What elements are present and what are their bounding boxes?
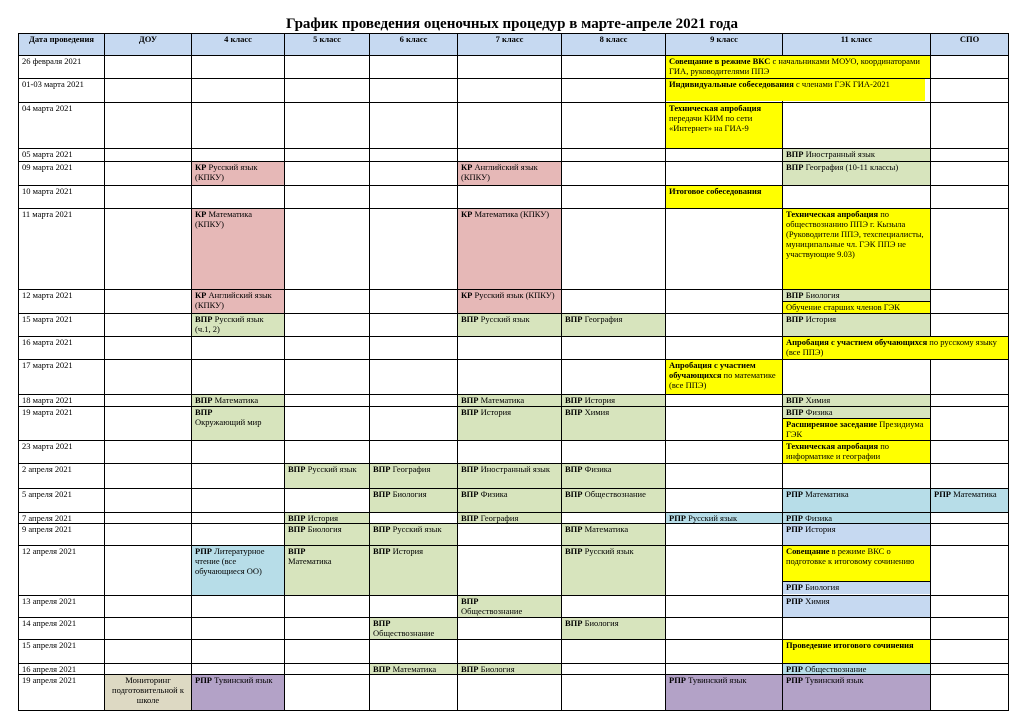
event-cell: ВПР Биология (285, 523, 370, 545)
date-cell: 17 марта 2021 (19, 360, 105, 394)
date-cell: 01-03 марта 2021 (19, 79, 105, 102)
event-cell: ВПР География (562, 313, 666, 336)
header-grade-9: 9 класс (666, 34, 783, 56)
event-cell: ВПР Русский язык (370, 523, 458, 545)
event-cell: КР Математика (КПКУ) (458, 208, 562, 289)
date-cell: 10 марта 2021 (19, 185, 105, 208)
date-cell: 23 марта 2021 (19, 441, 105, 464)
date-cell: 13 апреля 2021 (19, 595, 105, 617)
table-row (19, 464, 1009, 488)
event-cell: ВПР История (783, 313, 931, 336)
event-cell: РПР Русский язык (666, 512, 783, 523)
date-cell: 11 марта 2021 (19, 208, 105, 289)
event-cell: ВПР Химия (783, 394, 931, 406)
date-cell: 9 апреля 2021 (19, 523, 105, 545)
header-row (19, 34, 1009, 56)
date-cell: 12 марта 2021 (19, 289, 105, 313)
event-cell: Индивидуальные собеседования с членами ГЭК ГИА-2021 (666, 79, 783, 102)
event-cell: РПР История (783, 523, 931, 545)
event-cell: ВПР Русский язык (562, 546, 666, 596)
table-row (19, 394, 1009, 406)
event-cell: ВПР Иностранный язык (783, 149, 931, 162)
event-cell: Техническая апробация по обществознанию ППЭ г. Кызыла (Руководители ППЭ, техспециалисты, муниципальные чл. ГЭК ППЭ не участвующие 9.03) (783, 208, 931, 289)
event-cell: Апробация с участием обучающихся по математике (все ППЭ) (666, 360, 783, 394)
date-cell: 14 апреля 2021 (19, 617, 105, 639)
table-row (19, 512, 1009, 523)
event-cell: ВПР Физика (458, 488, 562, 512)
event-cell: ВПР Биология (370, 488, 458, 512)
event-cell: ВПР Биология Обучение старших членов ГЭК (783, 289, 931, 313)
event-cell: ВПР Математика (458, 394, 562, 406)
event-cell: РПР Тувинский язык (666, 675, 783, 711)
table-row (19, 162, 1009, 185)
event-cell: РПР Тувинский язык (192, 675, 285, 711)
event-cell: РПР Тувинский язык (783, 675, 931, 711)
event-cell: ВПР Математика (285, 546, 370, 596)
event-cell: ВПР Окружающий мир (192, 406, 285, 440)
event-cell: Техническая апробация передачи КИМ по сети «Интернет» на ГИА-9 (666, 102, 783, 148)
schedule-table-wrap (18, 33, 1008, 711)
table-row (19, 313, 1009, 336)
event-cell: ВПР Математика (192, 394, 285, 406)
event-cell: ВПР Математика (562, 523, 666, 545)
table-row (19, 56, 1009, 79)
table-row (19, 79, 1009, 102)
header-grade-7: 7 класс (458, 34, 562, 56)
event-cell: Проведение итогового сочинения (783, 640, 931, 664)
event-cell: КР Английский язык (КПКУ) (458, 162, 562, 185)
table-row (19, 488, 1009, 512)
table-row (19, 595, 1009, 617)
schedule-table (18, 33, 1009, 711)
event-cell: ВПР География (370, 464, 458, 488)
event-cell: Итоговое собеседования (666, 185, 783, 208)
event-cell: Апробация с участием обучающихся по русскому языку (все ППЭ) (783, 337, 1009, 360)
table-row (19, 441, 1009, 464)
date-cell: 18 марта 2021 (19, 394, 105, 406)
table-row (19, 664, 1009, 675)
event-cell: ВПР История (370, 546, 458, 596)
table-row (19, 675, 1009, 711)
event-cell: РПР Обществознание (783, 664, 931, 675)
event-cell: КР Русский язык (КПКУ) (458, 289, 562, 313)
date-cell: 04 марта 2021 (19, 102, 105, 148)
event-cell: КР Математика (КПКУ) (192, 208, 285, 289)
table-row (19, 208, 1009, 289)
event-cell: ВПР Биология (562, 617, 666, 639)
header-date: Дата проведения (19, 34, 105, 56)
event-cell: Совещание в режиме ВКС с начальниками МОУО, координаторами ГИА, руководителями ППЭ (666, 56, 931, 79)
date-cell: 09 марта 2021 (19, 162, 105, 185)
event-cell: РПР Математика (931, 488, 1009, 512)
date-cell: 05 марта 2021 (19, 149, 105, 162)
header-spo: СПО (931, 34, 1009, 56)
event-cell: ВПР Математика (370, 664, 458, 675)
event-cell: ВПР Физика (562, 464, 666, 488)
table-row (19, 289, 1009, 313)
event-cell: ВПР Русский язык (285, 464, 370, 488)
table-row (19, 102, 1009, 148)
table-row (19, 546, 1009, 596)
event-cell: ВПР Химия (562, 406, 666, 440)
table-row (19, 523, 1009, 545)
event-cell: РПР Физика (783, 512, 931, 523)
header-grade-11: 11 класс (783, 34, 931, 56)
date-cell: 15 марта 2021 (19, 313, 105, 336)
date-cell: 19 марта 2021 (19, 406, 105, 440)
header-grade-4: 4 класс (192, 34, 285, 56)
event-cell: ВПР Обществознание (458, 595, 562, 617)
table-row (19, 149, 1009, 162)
event-cell: КР Английский язык (КПКУ) (192, 289, 285, 313)
event-cell: Мониторинг подготовительной к школе (105, 675, 192, 711)
date-cell: 7 апреля 2021 (19, 512, 105, 523)
date-cell: 2 апреля 2021 (19, 464, 105, 488)
event-cell: ВПР Русский язык (ч.1, 2) (192, 313, 285, 336)
event-cell: ВПР География (10-11 классы) (783, 162, 931, 185)
date-cell: 26 февраля 2021 (19, 56, 105, 79)
event-cell: ВПР География (458, 512, 562, 523)
page-title: График проведения оценочных процедур в марте-апреле 2021 года (285, 16, 739, 32)
table-row (19, 640, 1009, 664)
date-cell: 16 апреля 2021 (19, 664, 105, 675)
event-cell: РПР Математика (783, 488, 931, 512)
event-cell: Совещание в режиме ВКС о подготовке к итоговому сочинению РПР Биология (783, 546, 931, 596)
event-cell: ВПР Биология (458, 664, 562, 675)
table-row (19, 617, 1009, 639)
event-cell: ВПР Русский язык (458, 313, 562, 336)
date-cell: 15 апреля 2021 (19, 640, 105, 664)
table-row (19, 185, 1009, 208)
header-grade-5: 5 класс (285, 34, 370, 56)
table-row (19, 360, 1009, 394)
date-cell: 19 апреля 2021 (19, 675, 105, 711)
date-cell: 16 марта 2021 (19, 337, 105, 360)
event-cell: ВПР Физика Расширенное заседание Президиума ГЭК (783, 406, 931, 440)
table-row (19, 337, 1009, 360)
event-cell: КР Русский язык (КПКУ) (192, 162, 285, 185)
event-cell: ВПР Обществознание (370, 617, 458, 639)
date-cell: 5 апреля 2021 (19, 488, 105, 512)
date-cell: 12 апреля 2021 (19, 546, 105, 596)
table-row (19, 406, 1009, 440)
event-cell: ВПР Иностранный язык (458, 464, 562, 488)
event-cell: ВПР История (458, 406, 562, 440)
event-cell: ВПР Обществознание (562, 488, 666, 512)
event-cell: ВПР История (562, 394, 666, 406)
header-grade-6: 6 класс (370, 34, 458, 56)
event-cell: ВПР История (285, 512, 370, 523)
event-cell: Техническая апробация по информатике и географии (783, 441, 931, 464)
event-cell: РПР Литературное чтение (все обучающиеся ОО) (192, 546, 285, 596)
event-cell: РПР Химия (783, 595, 931, 617)
header-dou: ДОУ (105, 34, 192, 56)
header-grade-8: 8 класс (562, 34, 666, 56)
